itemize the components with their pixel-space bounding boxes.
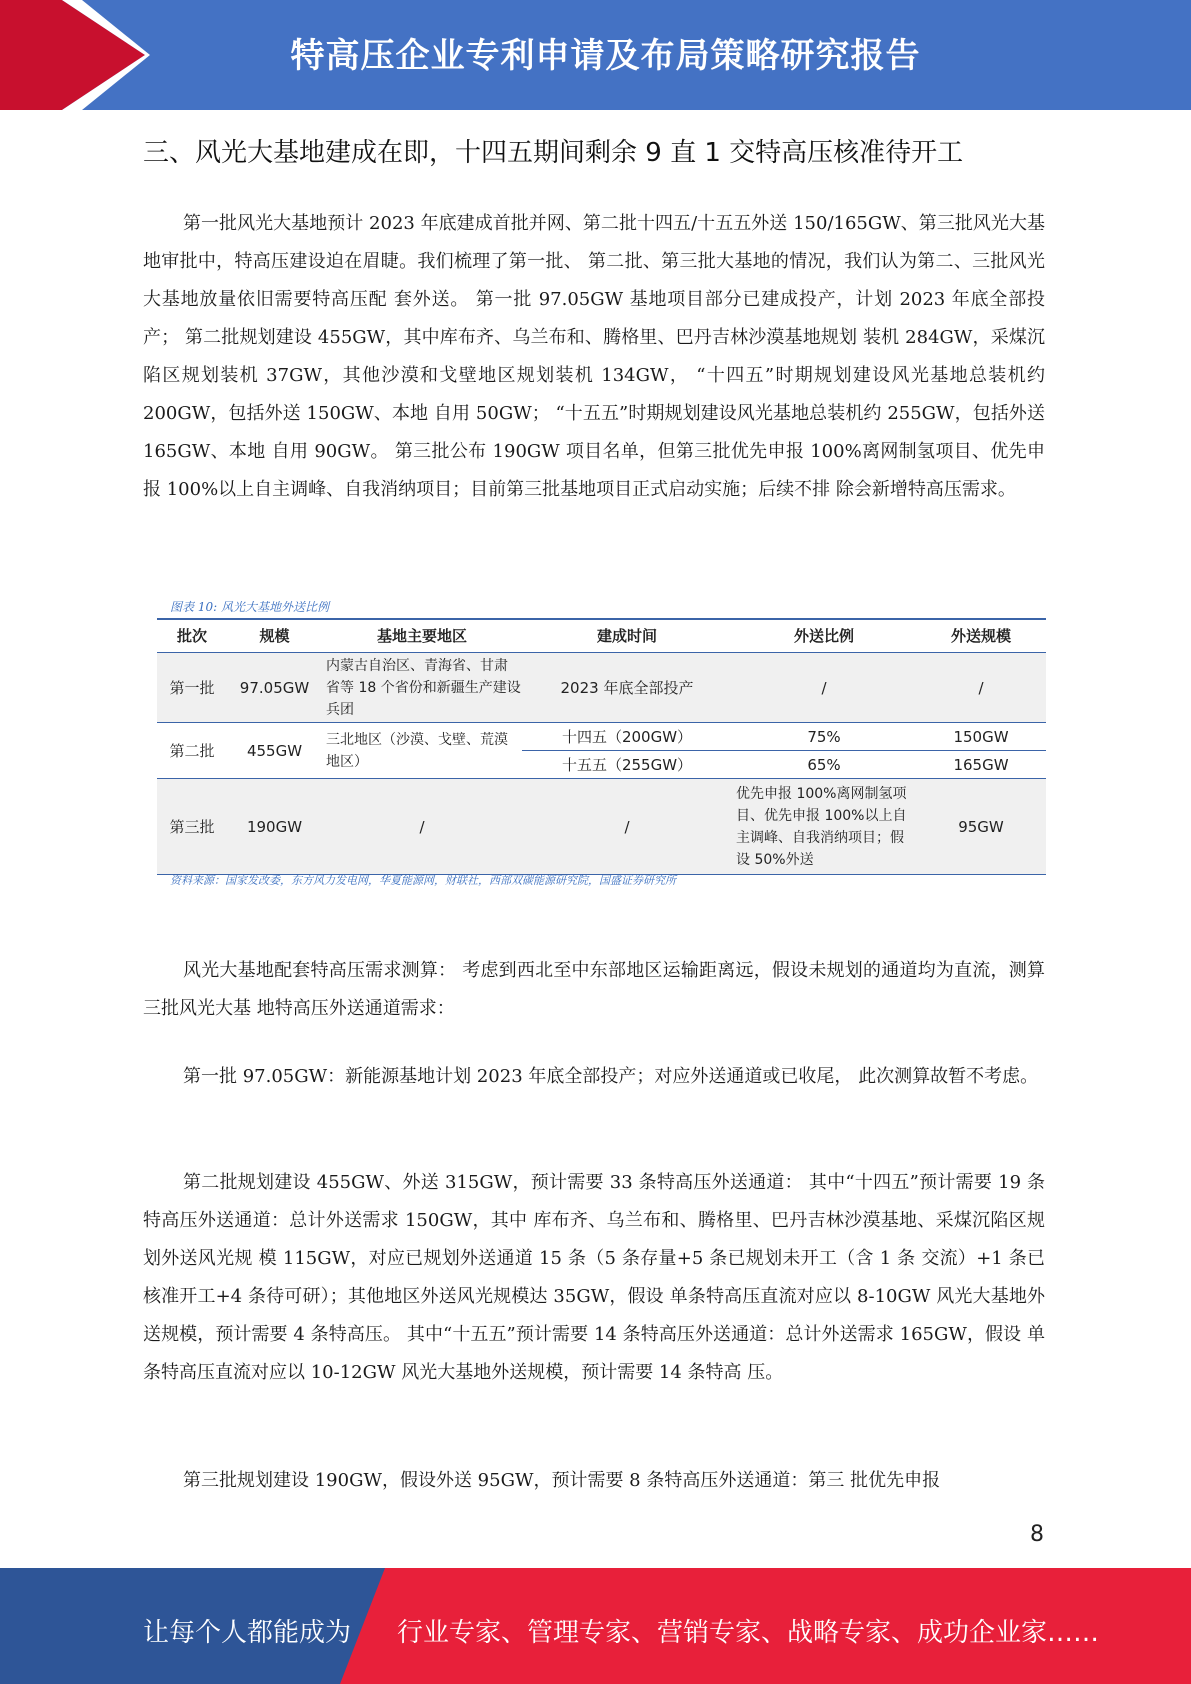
cell-scale: 455GW xyxy=(227,723,322,779)
page-number: 8 xyxy=(1030,1522,1044,1547)
cell-ratio: 75% xyxy=(732,723,916,751)
table-header-row xyxy=(157,618,1046,653)
cell-batch: 第三批 xyxy=(157,779,227,875)
header-time: 建成时间 xyxy=(522,618,732,653)
header-region: 基地主要地区 xyxy=(322,618,522,653)
paragraph-batch1: 第一批 97.05GW：新能源基地计划 2023 年底全部投产；对应外送通道或已收尾， 此次测算故暂不考虑。 xyxy=(183,1066,1039,1087)
report-header-band xyxy=(0,0,1191,110)
cell-ratio: 优先申报 100%离网制氢项目、优先申报 100%以上自主调峰、自我消纳项目；假设 50%外送 xyxy=(732,779,916,875)
footer-banner xyxy=(0,1568,1191,1684)
cell-region: / xyxy=(322,779,522,875)
header-batch: 批次 xyxy=(157,618,227,653)
table-row xyxy=(157,723,1046,751)
cell-region: 内蒙古自治区、青海省、甘肃省等 18 个省份和新疆生产建设兵团 xyxy=(322,653,522,723)
cell-volume: 150GW xyxy=(916,723,1046,751)
paragraph-batch3: 第三批规划建设 190GW，假设外送 95GW，预计需要 8 条特高压外送通道：第三 批优先申报 xyxy=(183,1470,941,1491)
header-volume: 外送规模 xyxy=(916,618,1046,653)
cell-time: 十五五（255GW） xyxy=(522,751,732,779)
cell-ratio: 65% xyxy=(732,751,916,779)
paragraph-batch2: 第二批规划建设 455GW、外送 315GW，预计需要 33 条特高压外送通道： 其中“十四五”预计需要 19 条特高压外送通道：总计外送需求 150GW，其中 库布齐、乌兰布和、腾格里、巴丹吉林沙漠基地、采煤沉陷区规划外送风光规 模 115GW，对应已规划外送通道 15 条（5 条存量+5 条已规划未开工（含 1 条 交流）+1 条已核准开工+4 条待可研）；其他地区外送风光规模达 35GW，假设 单条特高压直流对应以 8-10GW 风光大基地外送规模，预计需要 4 条特高压。 其中“十五五”预计需要 14 条特高压外送通道：总计外送需求 165GW，假设 单条特高压直流对应以 10-12GW 风光大基地外送规模，预计需要 14 条特高 压。 xyxy=(143,1172,1045,1383)
table-source: 资料来源：国家发改委，东方风力发电网，华夏能源网，财联社，西部双碳能源研究院，国盛证券研究所 xyxy=(170,874,676,887)
paragraph-overview: 第一批风光大基地预计 2023 年底建成首批并网、第二批十四五/十五五外送 150/165GW、第三批风光大基地审批中，特高压建设迫在眉睫。我们梳理了第一批、 第二批、第三批大基地的情况，我们认为第二、三批风光大基地放量依旧需要特高压配 套外送。 第一批 97.05GW 基地项目部分已建成投产，计划 2023 年底全部投产； 第二批规划建设 455GW，其中库布齐、乌兰布和、腾格里、巴丹吉林沙漠基地规划 装机 284GW，采煤沉陷区规划装机 37GW，其他沙漠和戈壁地区规划装机 134GW， “十四五”时期规划建设风光基地总装机约 200GW，包括外送 150GW、本地 自用 50GW； “十五五”时期规划建设风光基地总装机约 255GW，包括外送 165GW、本地 自用 90GW。 第三批公布 190GW 项目名单，但第三批优先申报 100%离网制氢项目、优先申报 100%以上自主调峰、自我消纳项目；目前第三批基地项目正式启动实施；后续不排 除会新增特高压需求。 xyxy=(143,213,1045,500)
table-caption: 图表 10: 风光大基地外送比例 xyxy=(170,600,329,614)
cell-region: 三北地区（沙漠、戈壁、荒漠地区） xyxy=(322,723,522,779)
cell-time: / xyxy=(522,779,732,875)
cell-volume: 95GW xyxy=(916,779,1046,875)
cell-batch: 第一批 xyxy=(157,653,227,723)
cell-volume: 165GW xyxy=(916,751,1046,779)
cell-time: 2023 年底全部投产 xyxy=(522,653,732,723)
section-heading: 三、风光大基地建成在即，十四五期间剩余 9 直 1 交特高压核准待开工 xyxy=(143,138,964,168)
table-row xyxy=(157,653,1046,723)
header-scale: 规模 xyxy=(227,618,322,653)
cell-ratio: / xyxy=(732,653,916,723)
base-export-table xyxy=(157,618,1046,875)
cell-scale: 190GW xyxy=(227,779,322,875)
table-row xyxy=(157,779,1046,875)
cell-batch: 第二批 xyxy=(157,723,227,779)
header-ratio: 外送比例 xyxy=(732,618,916,653)
report-title: 特高压企业专利申请及布局策略研究报告 xyxy=(290,36,921,76)
cell-volume: / xyxy=(916,653,1046,723)
cell-scale: 97.05GW xyxy=(227,653,322,723)
paragraph-demand: 风光大基地配套特高压需求测算： 考虑到西北至中东部地区运输距离远，假设未规划的通道均为直流，测算三批风光大基 地特高压外送通道需求： xyxy=(143,960,1045,1019)
footer-slogan-left: 让每个人都能成为 xyxy=(143,1618,352,1648)
footer-slogan-right: 行业专家、管理专家、营销专家、战略专家、成功企业家…… xyxy=(397,1618,1100,1648)
cell-time: 十四五（200GW） xyxy=(522,723,732,751)
